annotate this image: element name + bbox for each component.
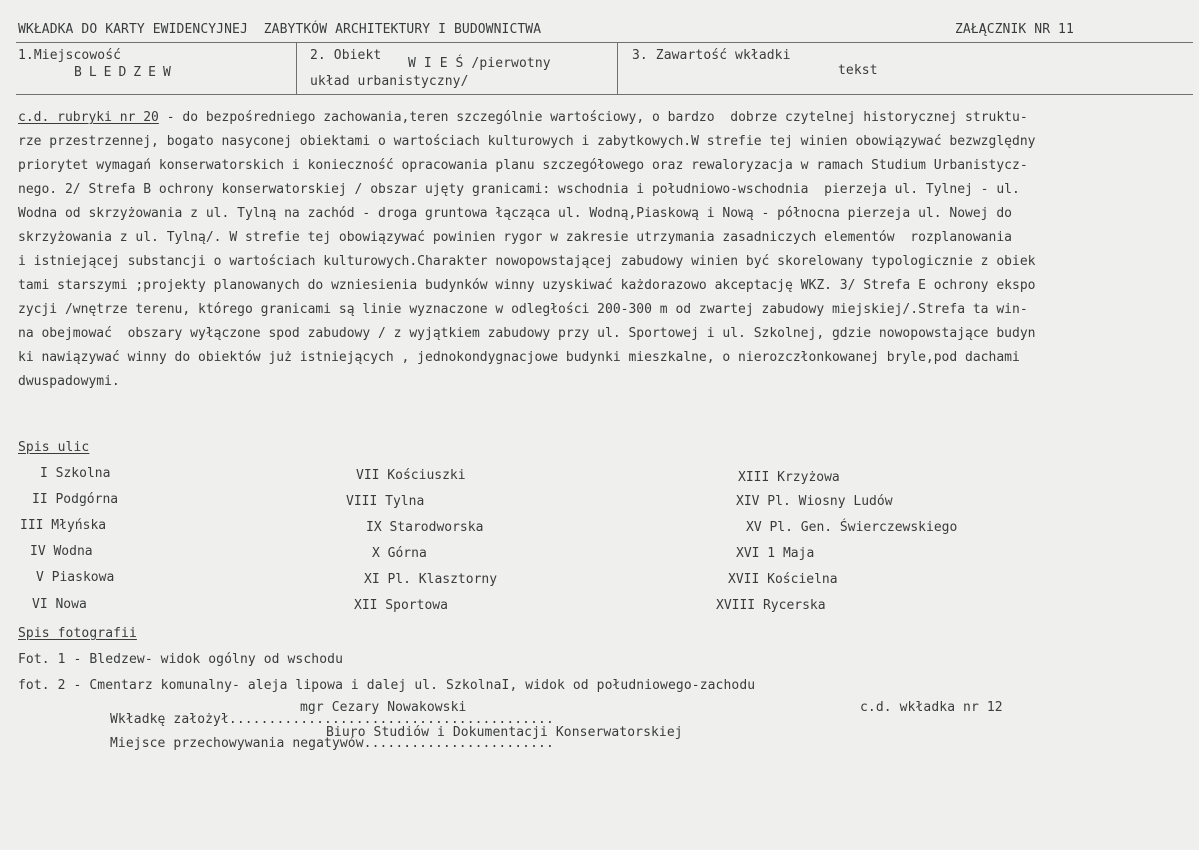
continued-note: c.d. wkładka nr 12	[860, 700, 1003, 715]
body-line-10: ki nawiązywać winny do obiektów już istniejących , jednokondygnacjowe budynki mieszkalne, o nierozczłonkowanej bryle,pod dachami	[18, 350, 1020, 365]
street-item: VI Nowa	[32, 597, 87, 612]
street-item: IX Starodworska	[366, 520, 484, 535]
header-divider-2	[617, 42, 618, 94]
street-item: X Górna	[372, 546, 427, 561]
body-line-7: tami starszymi ;projekty planowanych do wzniesienia budynków winny uzyskiwać każdorazowo akceptację WKZ. 3/ Strefa E ochrony ekspo	[18, 278, 1036, 293]
body-line-8: zycji /wnętrze terenu, którego granicami są linie wyznaczone w odległości 200-300 m od zwartej zabudowy miejskiej/.Strefa ta win-	[18, 302, 1028, 317]
street-item: IV Wodna	[30, 544, 93, 559]
street-item: VIII Tylna	[346, 494, 425, 509]
header-top-rule	[16, 42, 1193, 43]
street-item: XVIII Rycerska	[716, 598, 826, 613]
body-line-3: nego. 2/ Strefa B ochrony konserwatorskiej / obszar ujęty granicami: wschodnia i południowo-wschodnia pierzeja ul. Tylnej - ul.	[18, 182, 1020, 197]
body-line-5: skrzyżowania z ul. Tylną/. W strefie tej obowiązywać powinien rygor w zakresie utrzymania zasadniczych elementów rozplanowania	[18, 230, 1012, 245]
body-line-9: na obejmować obszary wyłączone spod zabudowy / z wyjątkiem zabudowy przy ul. Sportowej i ul. Szkolnej, gdzie nowopowstające budyn	[18, 326, 1036, 341]
streets-heading: Spis ulic	[18, 440, 90, 455]
street-item: V Piaskowa	[36, 570, 115, 585]
photo-item: Fot. 1 - Bledzew- widok ogólny od wschodu	[18, 652, 343, 667]
section-reference: c.d. rubryki nr 20	[18, 110, 159, 125]
field-locality-value: BLEDZEW	[74, 65, 178, 80]
street-item: XIII Krzyżowa	[738, 470, 840, 485]
street-item: XII Sportowa	[354, 598, 448, 613]
card-title: WKŁADKA DO KARTY EWIDENCYJNEJ ZABYTKÓW ARCHITEKTURY I BUDOWNICTWA	[18, 22, 542, 37]
body-line-0	[18, 110, 1028, 126]
street-item: XV Pl. Gen. Świerczewskiego	[746, 520, 958, 535]
header-divider-1	[296, 42, 297, 94]
header-bottom-rule	[16, 94, 1193, 95]
street-item: III Młyńska	[20, 518, 107, 533]
street-item: XIV Pl. Wiosny Ludów	[736, 494, 893, 509]
street-item: XI Pl. Klasztorny	[364, 572, 498, 587]
author-name: mgr Cezary Nowakowski	[300, 700, 467, 715]
body-line-1: rze przestrzennej, bogato nasyconej obiektami o wartościach kulturowych i zabytkowych.W strefie tej winien obowiązywać bezwzględny	[18, 134, 1036, 149]
field-object-label: 2. Obiekt	[310, 48, 382, 63]
field-object-value-line1: W I E Ś /pierwotny	[408, 56, 551, 71]
storage-value: Biuro Studiów i Dokumentacji Konserwatorskiej	[326, 725, 683, 740]
field-contents-label: 3. Zawartość wkładki	[632, 48, 791, 63]
photos-heading: Spis fotografii	[18, 626, 137, 641]
field-object-value-line2: układ urbanistyczny/	[310, 74, 469, 89]
body-line-0-text: - do bezpośredniego zachowania,teren szczególnie wartościowy, o bardzo dobrze czytelnej historycznej struktu-	[158, 110, 1028, 125]
field-contents-value: tekst	[838, 63, 878, 78]
field-locality-label: 1.Miejscowość	[18, 48, 122, 63]
storage-label: Miejsce przechowywania negatywów........................	[110, 736, 554, 751]
body-line-11: dwuspadowymi.	[18, 374, 120, 389]
photo-item: fot. 2 - Cmentarz komunalny- aleja lipowa i dalej ul. SzkolnaI, widok od południowego-zachodu	[18, 678, 756, 693]
body-line-6: i istniejącej substancji o wartościach kulturowych.Charakter nowopowstającej zabudowy winien być skorelowany typologicznie z obiek	[18, 254, 1036, 269]
street-item: VII Kościuszki	[356, 468, 466, 483]
body-line-4: Wodna od skrzyżowania z ul. Tylną na zachód - droga gruntowa łącząca ul. Wodną,Piaskową i Nową - północna pierzeja ul. Nowej do	[18, 206, 1012, 221]
street-item: I Szkolna	[40, 466, 111, 481]
street-item: II Podgórna	[32, 492, 119, 507]
street-item: XVII Kościelna	[728, 572, 838, 587]
author-label: Wkładkę założył.........................................	[110, 712, 554, 727]
street-item: XVI 1 Maja	[736, 546, 815, 561]
body-line-2: priorytet wymagań konserwatorskich i konieczność opracowania planu szczegółowego oraz rewaloryzacja w ramach Studium Urbanistycz-	[18, 158, 1028, 173]
attachment-number: ZAŁĄCZNIK NR 11	[955, 22, 1074, 37]
